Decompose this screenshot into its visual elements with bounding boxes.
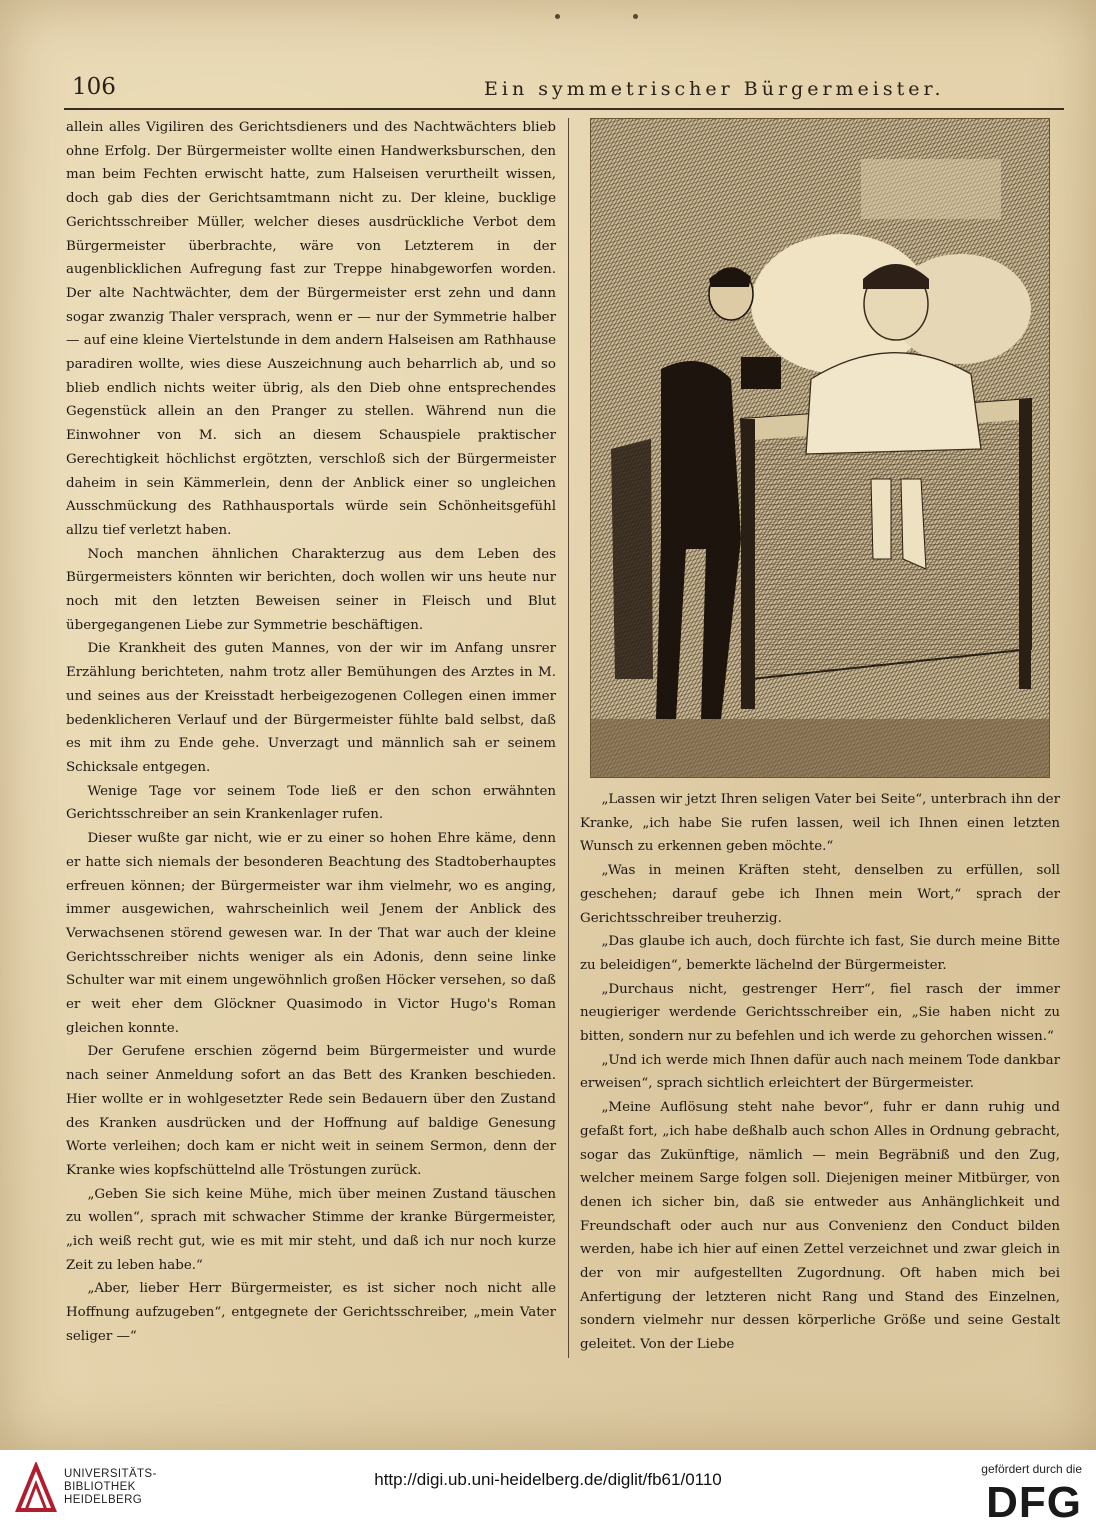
engraving-drawing <box>591 119 1050 778</box>
page-number: 106 <box>72 74 116 100</box>
institution-line: HEIDELBERG <box>64 1494 143 1506</box>
paragraph: „Was in meinen Kräften steht, denselben zu erfüllen, soll geschehen; darauf gebe ich Ihnen mein Wort,“ sprach der Gerichtsschreiber treuherzig. <box>580 863 1060 926</box>
dfg-logo: DFG <box>986 1478 1082 1527</box>
institution-line: BIBLIOTHEK <box>64 1481 136 1493</box>
paragraph: Der Gerufene erschien zögernd beim Bürgermeister und wurde nach seiner Anmeldung sofort an das Bett des Kranken beschieden. Hier wollte er in wohlgesetzter Rede sein Bedauern über den Zustand des Kranken ausdrücken und der Hoffnung auf baldige Genesung Worte verleihen; doch kam er nicht weit in seinem Sermon, denn der Kranke wies kopfschüttelnd alle Tröstungen zurück. <box>66 1044 556 1178</box>
page-header <box>64 74 1064 110</box>
paragraph: allein alles Vigiliren des Gerichtsdieners und des Nachtwächters blieb ohne Erfolg. Der Bürgermeister wollte einen Handwerksburschen, den man beim Fechten erwischt hatte, zum Halseisen verurtheilt wissen, doch gab dies der Gerichtsamtmann nicht zu. Der kleine, bucklige Gerichtsschreiber Müller, welcher dieses ausdrückliche Verbot dem Bürgermeister überbrachte, wäre von Letzterem in der augenblicklichen Aufregung fast zur Treppe hinabgeworfen worden. Der alte Nachtwächter, dem der Bürgermeister erst zehn und dann sogar zwanzig Thaler versprach, wenn er — nur der Symmetrie halber — auf eine kleine Viertelstunde in dem andern Halseisen am Rathhause paradiren wollte, wies diese Auszeichnung auch beharrlich ab, und so blieb endlich nichts weiter übrig, als den Dieb ohne entsprechendes Gegenstück allein an den Pranger zu stellen. Während nun die Einwohner von M. sich an diesem Schauspiele praktischer Gerechtigkeit höchlichst ergötzten, verschloß sich der Bürgermeister daheim in sein Kämmerlein, denn der Anblick einer so ungleichen Ausschmückung des Rathhausportals würde sein Schönheitsgefühl allzu tief verletzt haben. <box>66 120 556 538</box>
paragraph: Noch manchen ähnlichen Charakterzug aus dem Leben des Bürgermeisters könnten wir berichten, doch wollen wir uns heute nur noch mit den letzten Beweisen seiner in Fleisch und Blut übergegangenen Liebe zur Symmetrie beschäftigen. <box>66 546 556 633</box>
paragraph: „Durchaus nicht, gestrenger Herr“, fiel rasch der immer neugieriger werdende Gerichtsschreiber ein, „Sie haben nicht zu bitten, sondern nur zu befehlen und ich werde zu gehorchen wissen.“ <box>580 981 1060 1045</box>
paragraph: Die Krankheit des guten Mannes, von der wir im Anfang unsrer Erzählung berichteten, nahm trotz aller Bemühungen des Arztes in M. und seines aus der Kreisstadt herbeigezogenen Collegen einen immer bedenklicheren Verlauf und der Bürgermeister fühlte bald selbst, daß es mit ihm zu Ende gehe. Unverzagt und männlich sah er seinem Schicksale entgegen. <box>66 641 556 775</box>
engraving-illustration <box>590 118 1050 778</box>
left-text-column <box>66 116 556 1366</box>
paragraph: „Aber, lieber Herr Bürgermeister, es ist sicher noch nicht alle Hoffnung aufzugeben“, entgegnete der Gerichtsschreiber, „mein Vater seliger —“ <box>66 1281 556 1344</box>
right-text-column <box>580 788 1060 1368</box>
paragraph: Wenige Tage vor seinem Tode ließ er den schon erwähnten Gerichtsschreiber an sein Krankenlager rufen. <box>66 783 556 823</box>
column-divider <box>568 118 569 1358</box>
binding-dot <box>633 14 638 19</box>
paragraph: „Und ich werde mich Ihnen dafür auch nach meinem Tode dankbar erweisen“, sprach sichtlich erleichtert der Bürgermeister. <box>580 1052 1060 1092</box>
running-title: Ein symmetrischer Bürgermeister. <box>484 78 945 100</box>
paragraph: „Geben Sie sich keine Mühe, mich über meinen Zustand täuschen zu wollen“, sprach mit schwacher Stimme der kranke Bürgermeister, „ich weiß recht gut, wie es mit mir steht, und daß ich nur noch kurze Zeit zu leben habe.“ <box>66 1186 556 1273</box>
paragraph: „Meine Auflösung steht nahe bevor“, fuhr er dann ruhig und gefaßt fort, „ich habe deßhalb auch schon Alles in Ordnung gebracht, sogar das Zukünftige, nämlich — mein Begräbniß und den Zug, welcher meinem Sarge folgen soll. Diejenigen meiner Mitbürger, von denen ich sicher bin, daß sie entweder aus Anhänglichkeit und Freundschaft oder auch nur aus Convenienz den Conduct bilden werden, habe ich hier auf einen Zettel verzeichnet und zwar gleich in der von mir aufgestellten Zugordnung. Oft haben mich bei Anfertigung der letzteren nicht Rang und Stand des Einzelnen, sondern vielmehr nur dessen körperliche Größe und seine Gestalt geleitet. Von der Liebe <box>580 1100 1060 1353</box>
header-rule <box>64 108 1064 110</box>
funded-by-label: gefördert durch die <box>981 1462 1082 1476</box>
paragraph: „Das glaube ich auch, doch fürchte ich fast, Sie durch meine Bitte zu beleidigen“, bemerkte lächelnd der Bürgermeister. <box>580 934 1060 973</box>
permalink-url[interactable]: http://digi.ub.uni-heidelberg.de/diglit/fb61/0110 <box>374 1470 722 1489</box>
institution-line: UNIVERSITÄTS- <box>64 1468 157 1480</box>
paragraph: Dieser wußte gar nicht, wie er zu einer so hohen Ehre käme, denn er hatte sich niemals der besonderen Beachtung des Stadtoberhauptes erfreuen können; der Bürgermeister war ihm vielmehr, wo es anging, immer ausgewichen, wahrscheinlich weil Jenem der Anblick des Verwachsenen störend gewesen war. In der That war auch der kleine Gerichtsschreiber nichts weniger als ein Adonis, denn seine linke Schulter war mit einem ungewöhnlich großen Höcker versehen, so daß er weit eher dem Glöckner Quasimodo in Victor Hugo's Roman gleichen konnte. <box>66 831 556 1036</box>
binding-dot <box>555 14 560 19</box>
paragraph: „Lassen wir jetzt Ihren seligen Vater bei Seite“, unterbrach ihn der Kranke, „ich habe Sie rufen lassen, weil ich Ihnen einen letzten Wunsch zu erkennen geben möchte.“ <box>580 792 1060 855</box>
